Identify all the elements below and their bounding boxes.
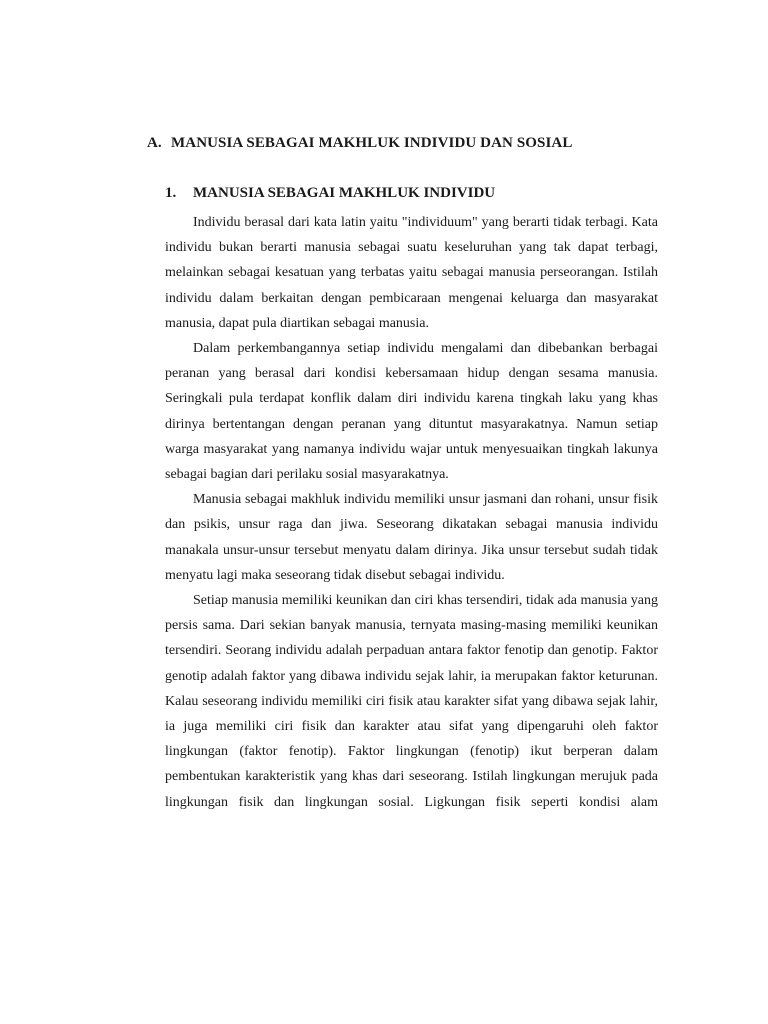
paragraph: Dalam perkembangannya setiap individu mengalami dan dibebankan berbagai peranan yang berasal dari kondisi kebersamaan hidup dengan sesama manusia. Seringkali pula terdapat konflik dalam diri individu karena tingkah laku yang khas dirinya bertentangan dengan peranan yang dituntut masyarakatnya. Namun setiap warga masyarakat yang namanya individu wajar untuk menyesuaikan tingkah lakunya sebagai bagian dari perilaku sosial masyarakatnya. [165,341,658,483]
paragraph: Individu berasal dari kata latin yaitu "individuum" yang berarti tidak terbagi. Kata individu bukan berarti manusia sebagai suatu keseluruhan yang tak dapat terbagi, melainkan sebagai kesatuan yang terbatas yaitu sebagai manusia perseorangan. Istilah individu dalam berkaitan dengan pembicaraan mengenai keluarga dan masyarakat manusia, dapat pula diartikan sebagai manusia. [165,215,658,331]
subsection-number: 1. [165,185,177,201]
paragraph: Setiap manusia memiliki keunikan dan ciri khas tersendiri, tidak ada manusia yang persis sama. Dari sekian banyak manusia, ternyata masing-masing memiliki keunikan tersendiri. Seorang individu adalah perpaduan antara faktor fenotip dan genotip. Faktor genotip adalah faktor yang dibawa individu sejak lahir, ia merupakan faktor keturunan. Kalau seseorang individu memiliki ciri fisik atau karakter sifat yang dibawa sejak lahir, ia juga memiliki ciri fisik dan karakter atau sifat yang dipengaruhi oleh faktor lingkungan (faktor fenotip). Faktor lingkungan (fenotip) ikut berperan dalam pembentukan karakteristik yang khas dari seseorang. Istilah lingkungan merujuk pada lingkungan fisik dan lingkungan sosial. Ligkungan fisik seperti kondisi alam [165,593,658,810]
section-letter: A. [147,135,162,151]
subsection-title: MANUSIA SEBAGAI MAKHLUK INDIVIDU [193,185,496,201]
subsection-heading [165,185,495,202]
paragraph: Manusia sebagai makhluk individu memiliki unsur jasmani dan rohani, unsur fisik dan psikis, unsur raga dan jiwa. Seseorang dikatakan sebagai manusia individu manakala unsur-unsur tersebut menyatu dalam dirinya. Jika unsur tersebut sudah tidak menyatu lagi maka seseorang tidak disebut sebagai individu. [165,492,658,583]
body-text [165,210,658,815]
section-title: MANUSIA SEBAGAI MAKHLUK INDIVIDU DAN SOSIAL [171,135,573,151]
section-heading [147,135,572,152]
